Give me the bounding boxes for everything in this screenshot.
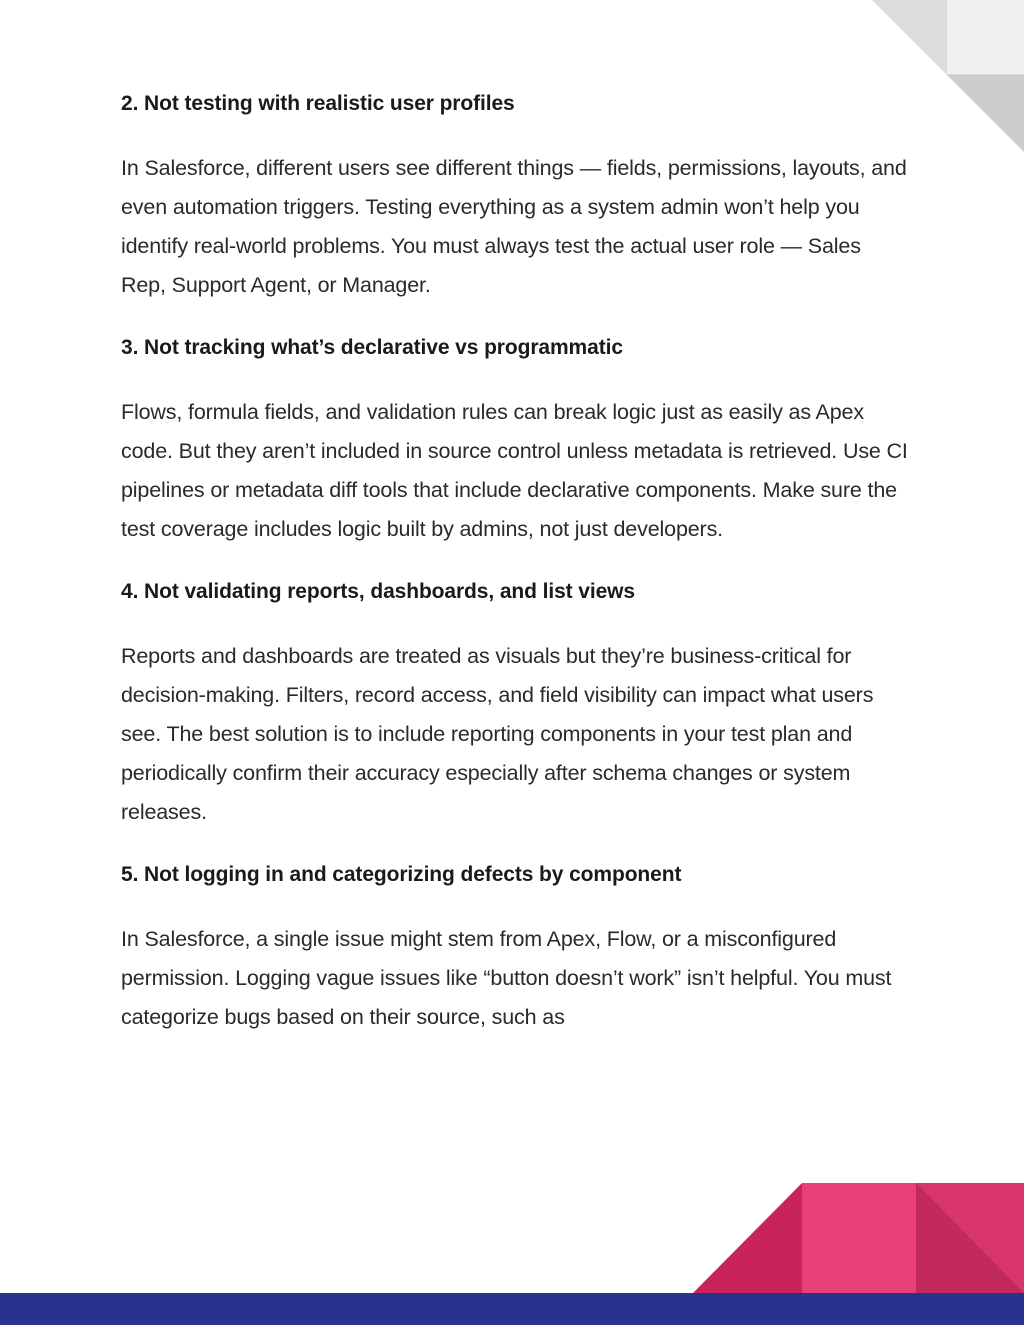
pink-block — [802, 1183, 916, 1293]
bottom-corner-decoration — [0, 1183, 1024, 1325]
corner-triangle-front — [947, 75, 1024, 152]
section-paragraph: Flows, formula fields, and validation rules can break logic just as easily as Apex code. But they aren’t included in source control unless metadata is retrieved. Use CI pipelines or metadata diff tools that include declarative components. Make sure the test coverage includes logic built by admins, not just developers. — [121, 400, 908, 541]
section-paragraph: In Salesforce, a single issue might stem from Apex, Flow, or a misconfigured permission. Logging vague issues like “button doesn’t work” isn’t helpful. You must categorize bugs based on their source, such as — [121, 927, 892, 1029]
crimson-triangle — [693, 1183, 802, 1293]
section-user-profiles — [121, 86, 911, 305]
section-heading: 4. Not validating reports, dashboards, and list views — [121, 580, 635, 603]
section-heading: 5. Not logging in and categorizing defects by component — [121, 863, 682, 886]
section-reports-dashboards — [121, 574, 911, 832]
footer-bar — [0, 1293, 1024, 1325]
section-declarative-vs-programmatic — [121, 330, 911, 549]
section-heading: 3. Not tracking what’s declarative vs programmatic — [121, 336, 623, 359]
section-paragraph: In Salesforce, different users see different things — fields, permissions, layouts, and even automation triggers. Testing everything as a system admin won’t help you identify real-world problems. You must always test the actual user role — Sales Rep, Support Agent, or Manager. — [121, 156, 907, 297]
document-body — [121, 86, 911, 1062]
section-paragraph: Reports and dashboards are treated as visuals but they’re business-critical for decision-making. Filters, record access, and field visibility can impact what users see. The best solution is to include reporting components in your test plan and periodically confirm their accuracy especially after schema changes or system releases. — [121, 644, 874, 824]
section-heading: 2. Not testing with realistic user profiles — [121, 92, 515, 115]
corner-square — [947, 0, 1024, 74]
section-defect-logging — [121, 857, 911, 1037]
